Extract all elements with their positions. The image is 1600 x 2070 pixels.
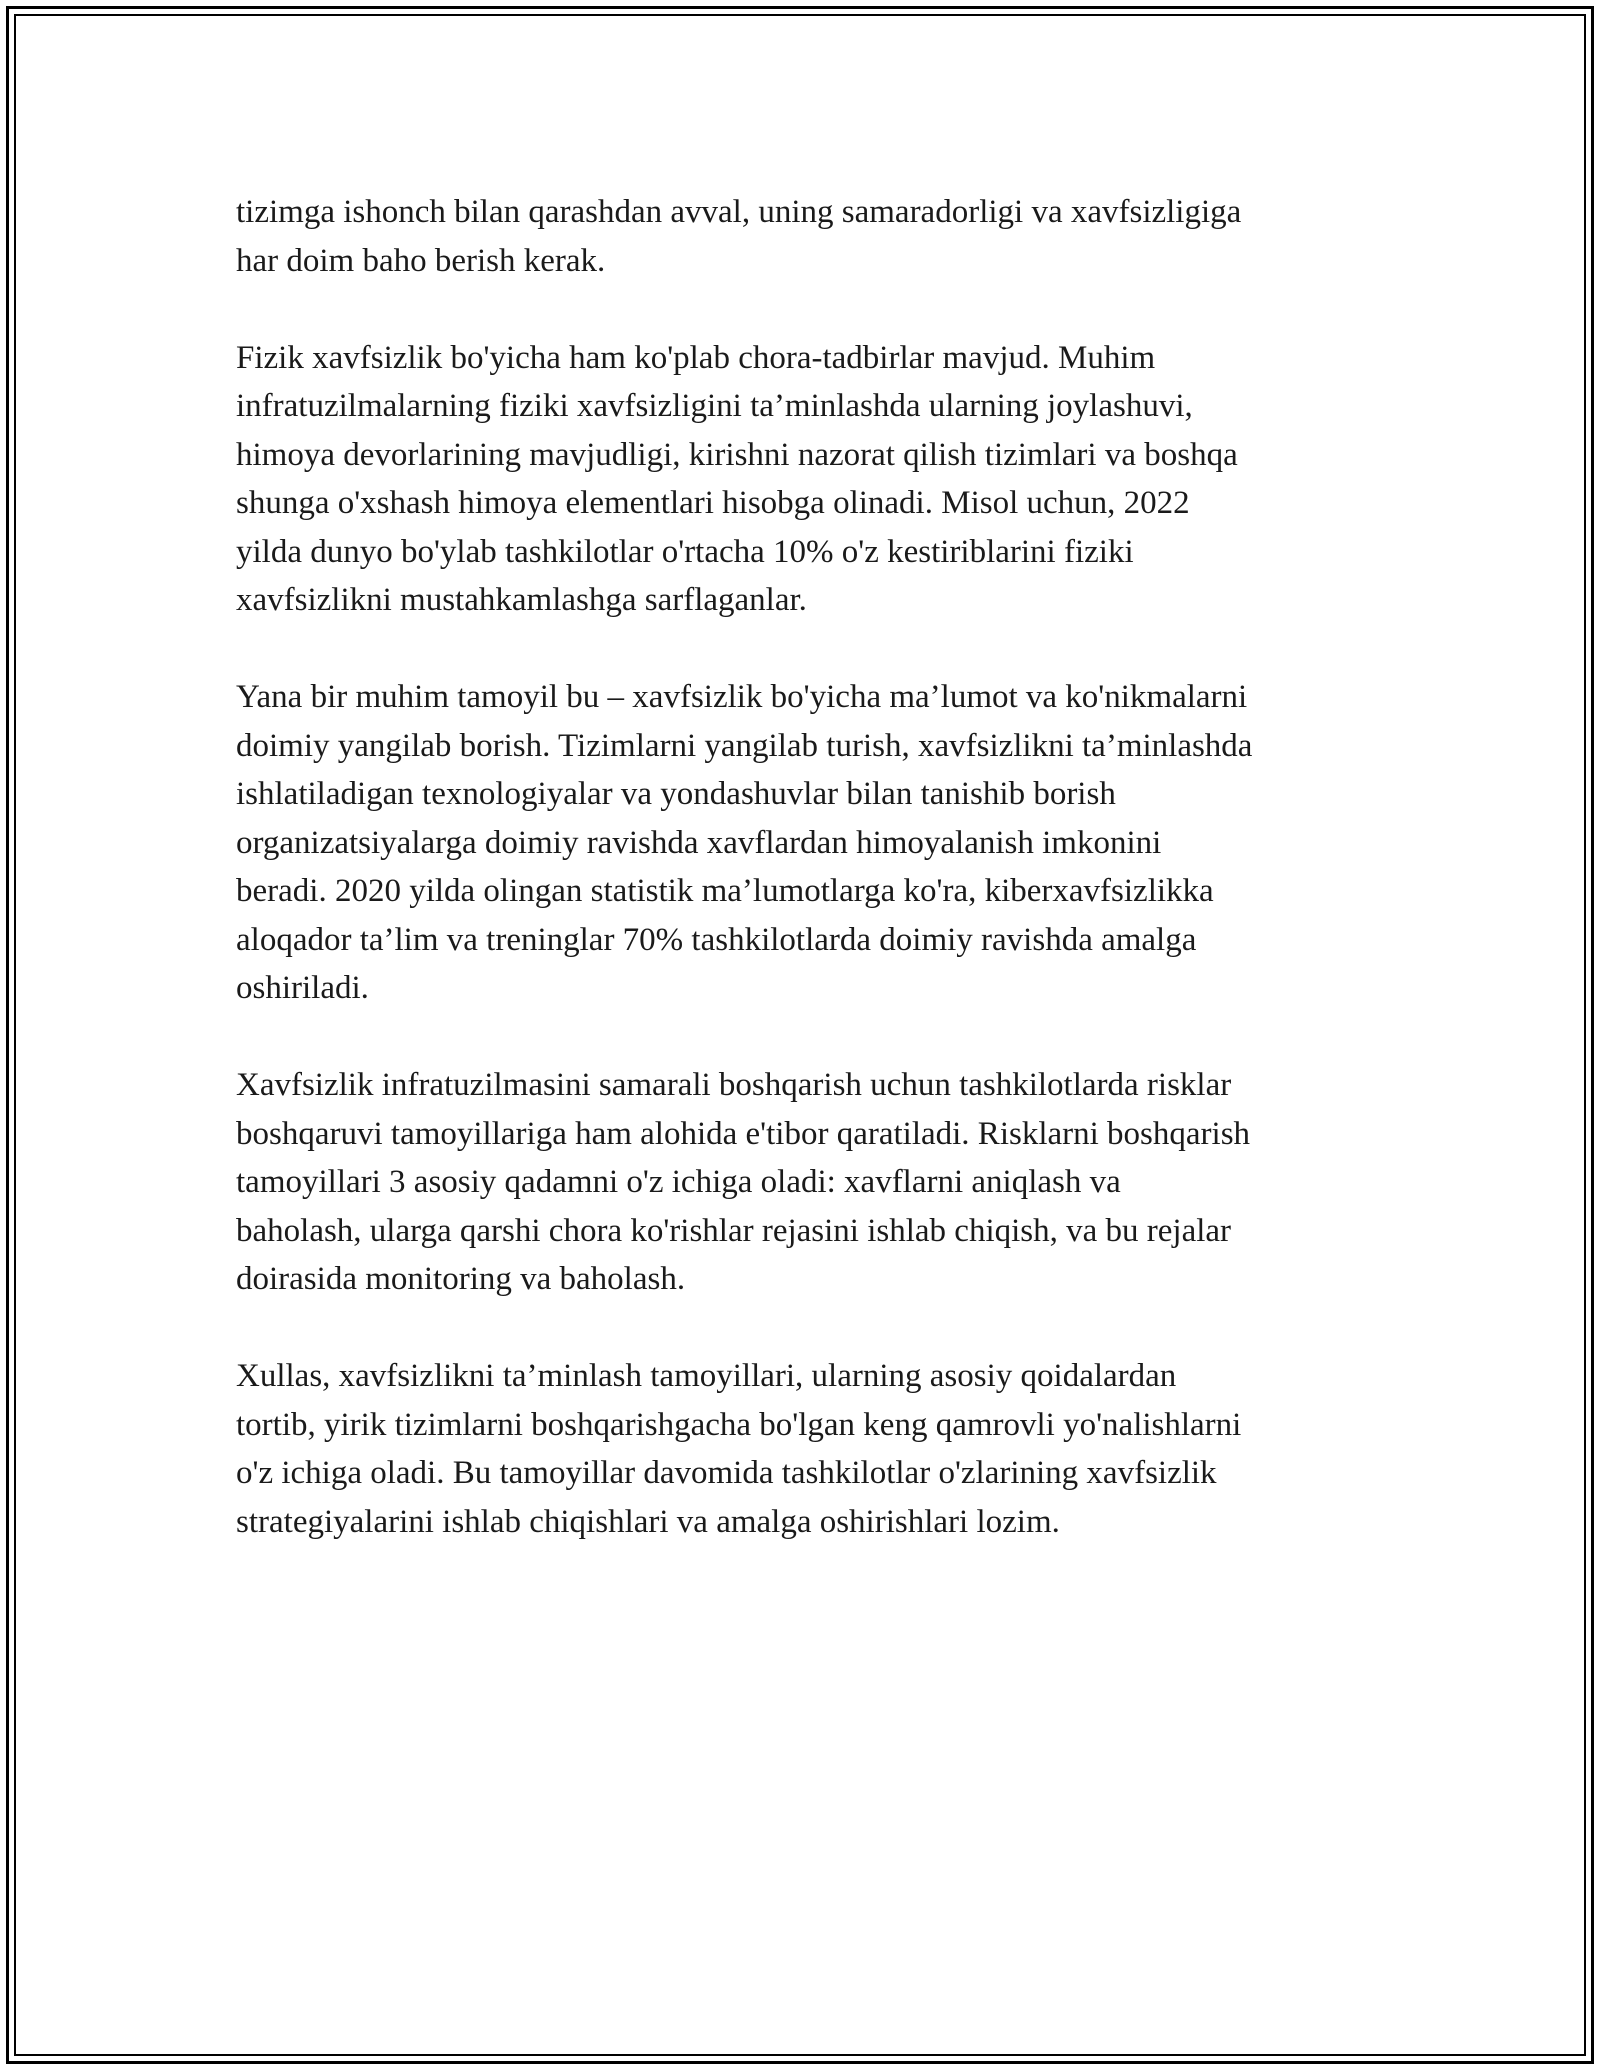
text-line: baholash, ularga qarshi chora ko'rishlar rejasini ishlab chiqish, va bu rejalar [236, 1212, 1232, 1249]
text-line: tamoyillari 3 asosiy qadamni o'z ichiga oladi: xavflarni aniqlash va [236, 1164, 1121, 1200]
text-line: xavfsizlikni mustahkamlashga sarflaganlar. [236, 582, 807, 618]
text-line: organizatsiyalarga doimiy ravishda xavflardan himoyalanish imkonini [236, 824, 1162, 861]
text-line: boshqaruvi tamoyillariga ham alohida e'tibor qaratiladi. Risklarni boshqarish [236, 1115, 1251, 1152]
text-line: aloqador ta’lim va treninglar 70% tashkilotlarda doimiy ravishda amalga [236, 921, 1197, 958]
text-line: strategiyalarini ishlab chiqishlari va amalga oshirishlari lozim. [236, 1503, 1060, 1540]
paragraph-4 [236, 1061, 1376, 1304]
text-line: himoya devorlarining mavjudligi, kirishni nazorat qilish tizimlari va boshqa [236, 436, 1238, 473]
text-line: Xavfsizlik infratuzilmasini samarali boshqarish uchun tashkilotlarda risklar [236, 1067, 1232, 1103]
text-line: beradi. 2020 yilda olingan statistik ma’lumotlarga ko'ra, kiberxavfsizlikka [236, 873, 1214, 909]
text-line: Yana bir muhim tamoyil bu – xavfsizlik bo'yicha ma’lumot va ko'nikmalarni [236, 679, 1248, 715]
text-line: Xullas, xavfsizlikni ta’minlash tamoyillari, ularning asosiy qoidalardan [236, 1358, 1177, 1394]
text-line: ishlatiladigan texnologiyalar va yondashuvlar bilan tanishib borish [236, 776, 1116, 812]
text-line: yilda dunyo bo'ylab tashkilotlar o'rtacha 10% o'z kestiriblarini fiziki [236, 533, 1134, 570]
text-line: shunga o'xshash himoya elementlari hisobga olinadi. Misol uchun, 2022 [236, 485, 1190, 521]
text-line: doirasida monitoring va baholash. [236, 1261, 686, 1297]
text-line: tizimga ishonch bilan qarashdan avval, uning samaradorligi va xavfsizligiga [236, 194, 1242, 230]
paragraph-3 [236, 673, 1376, 1013]
paragraph-2 [236, 334, 1376, 625]
text-line: Fizik xavfsizlik bo'yicha ham ko'plab chora-tadbirlar mavjud. Muhim [236, 339, 1156, 376]
text-line: tortib, yirik tizimlarni boshqarishgacha bo'lgan keng qamrovli yo'nalishlarni [236, 1406, 1242, 1443]
paragraph-5 [236, 1352, 1376, 1546]
text-line: doimiy yangilab borish. Tizimlarni yangilab turish, xavfsizlikni ta’minlashda [236, 727, 1253, 764]
text-line: o'z ichiga oladi. Bu tamoyillar davomida tashkilotlar o'zlarining xavfsizlik [236, 1455, 1217, 1491]
text-line: infratuzilmalarning fiziki xavfsizligini ta’minlashda ularning joylashuvi, [236, 388, 1193, 424]
text-line: har doim baho berish kerak. [236, 242, 606, 279]
text-line: oshiriladi. [236, 970, 369, 1006]
document-body [236, 188, 1376, 1595]
paragraph-1 [236, 188, 1376, 285]
